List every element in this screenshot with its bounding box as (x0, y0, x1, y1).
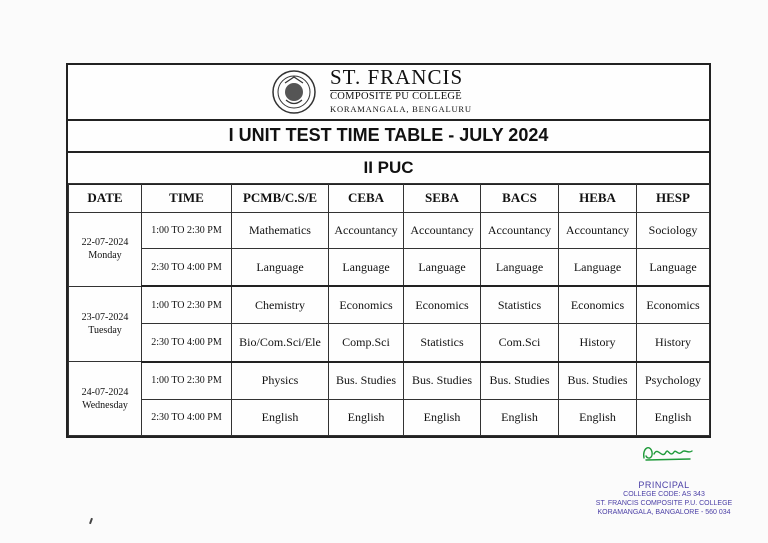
date-cell (69, 362, 142, 436)
subject-cell: Com.Sci (481, 324, 559, 362)
college-emblem-icon (271, 69, 317, 115)
principal-signature (640, 440, 695, 465)
time-cell: 2:30 TO 4:00 PM (142, 249, 232, 287)
date-cell (69, 286, 142, 361)
subject-cell: Language (481, 249, 559, 287)
table-row (69, 286, 710, 324)
subject-cell: Bus. Studies (404, 362, 481, 400)
column-header: DATE (69, 184, 142, 213)
column-header: HESP (637, 184, 710, 213)
table-row (69, 362, 710, 400)
column-header: CEBA (329, 184, 404, 213)
header-row (69, 184, 710, 213)
college-name: ST. FRANCIS (330, 65, 464, 89)
weekday-value: Monday (88, 250, 122, 262)
subject-cell: Bio/Com.Sci/Ele (232, 324, 329, 362)
subject-cell: Statistics (481, 286, 559, 324)
subject-cell: Physics (232, 362, 329, 400)
date-value: 22-07-2024 (81, 237, 129, 249)
stamp-address: KORAMANGALA, BANGALORE - 560 034 (597, 509, 731, 516)
subject-cell: English (481, 399, 559, 435)
subject-cell: Language (329, 249, 404, 287)
weekday-value: Tuesday (88, 324, 122, 336)
date-value: 24-07-2024 (81, 386, 129, 398)
subject-cell: Bus. Studies (329, 362, 404, 400)
subject-cell: English (404, 399, 481, 435)
college-header (68, 65, 709, 121)
scan-speck (89, 518, 93, 524)
subject-cell: Economics (559, 286, 637, 324)
subject-cell: Sociology (637, 213, 710, 249)
subject-cell: Statistics (404, 324, 481, 362)
class-name: II PUC (68, 153, 709, 185)
principal-stamp (594, 481, 734, 517)
column-header: HEBA (559, 184, 637, 213)
stamp-title: PRINCIPAL (638, 480, 690, 490)
college-type: COMPOSITE PU COLLEGE (330, 91, 463, 102)
subject-cell: Language (404, 249, 481, 287)
subject-cell: English (232, 399, 329, 435)
time-cell: 2:30 TO 4:00 PM (142, 324, 232, 362)
subject-cell: History (559, 324, 637, 362)
subject-cell: Bus. Studies (559, 362, 637, 400)
table-row (69, 213, 710, 249)
subject-cell: Economics (329, 286, 404, 324)
subject-cell: Comp.Sci (329, 324, 404, 362)
time-cell: 2:30 TO 4:00 PM (142, 399, 232, 435)
subject-cell: Accountancy (329, 213, 404, 249)
subject-cell: Language (637, 249, 710, 287)
subject-cell: Language (232, 249, 329, 287)
subject-cell: Language (559, 249, 637, 287)
subject-cell: English (559, 399, 637, 435)
time-cell: 1:00 TO 2:30 PM (142, 362, 232, 400)
subject-cell: Chemistry (232, 286, 329, 324)
subject-cell: Accountancy (481, 213, 559, 249)
subject-cell: Economics (404, 286, 481, 324)
time-cell: 1:00 TO 2:30 PM (142, 213, 232, 249)
subject-cell: Accountancy (404, 213, 481, 249)
column-header: TIME (142, 184, 232, 213)
column-header: PCMB/C.S/E (232, 184, 329, 213)
table-row (69, 399, 710, 435)
subject-cell: History (637, 324, 710, 362)
subject-cell: Mathematics (232, 213, 329, 249)
date-cell (69, 213, 142, 287)
subject-cell: English (637, 399, 710, 435)
table-row (69, 324, 710, 362)
stamp-college-name: ST. FRANCIS COMPOSITE P.U. COLLEGE (595, 500, 733, 507)
time-cell: 1:00 TO 2:30 PM (142, 286, 232, 324)
subject-cell: Bus. Studies (481, 362, 559, 400)
weekday-value: Wednesday (82, 399, 128, 411)
subject-cell: Economics (637, 286, 710, 324)
table-row (69, 249, 710, 287)
column-header: SEBA (404, 184, 481, 213)
timetable-table (68, 183, 710, 436)
subject-cell: Accountancy (559, 213, 637, 249)
timetable-title: I UNIT TEST TIME TABLE - JULY 2024 (68, 119, 709, 153)
date-value: 23-07-2024 (81, 311, 129, 323)
timetable-document (66, 63, 711, 438)
column-header: BACS (481, 184, 559, 213)
college-location: KORAMANGALA, BENGALURU (330, 104, 472, 114)
stamp-code: COLLEGE CODE: AS 343 (623, 491, 705, 498)
subject-cell: Psychology (637, 362, 710, 400)
subject-cell: English (329, 399, 404, 435)
